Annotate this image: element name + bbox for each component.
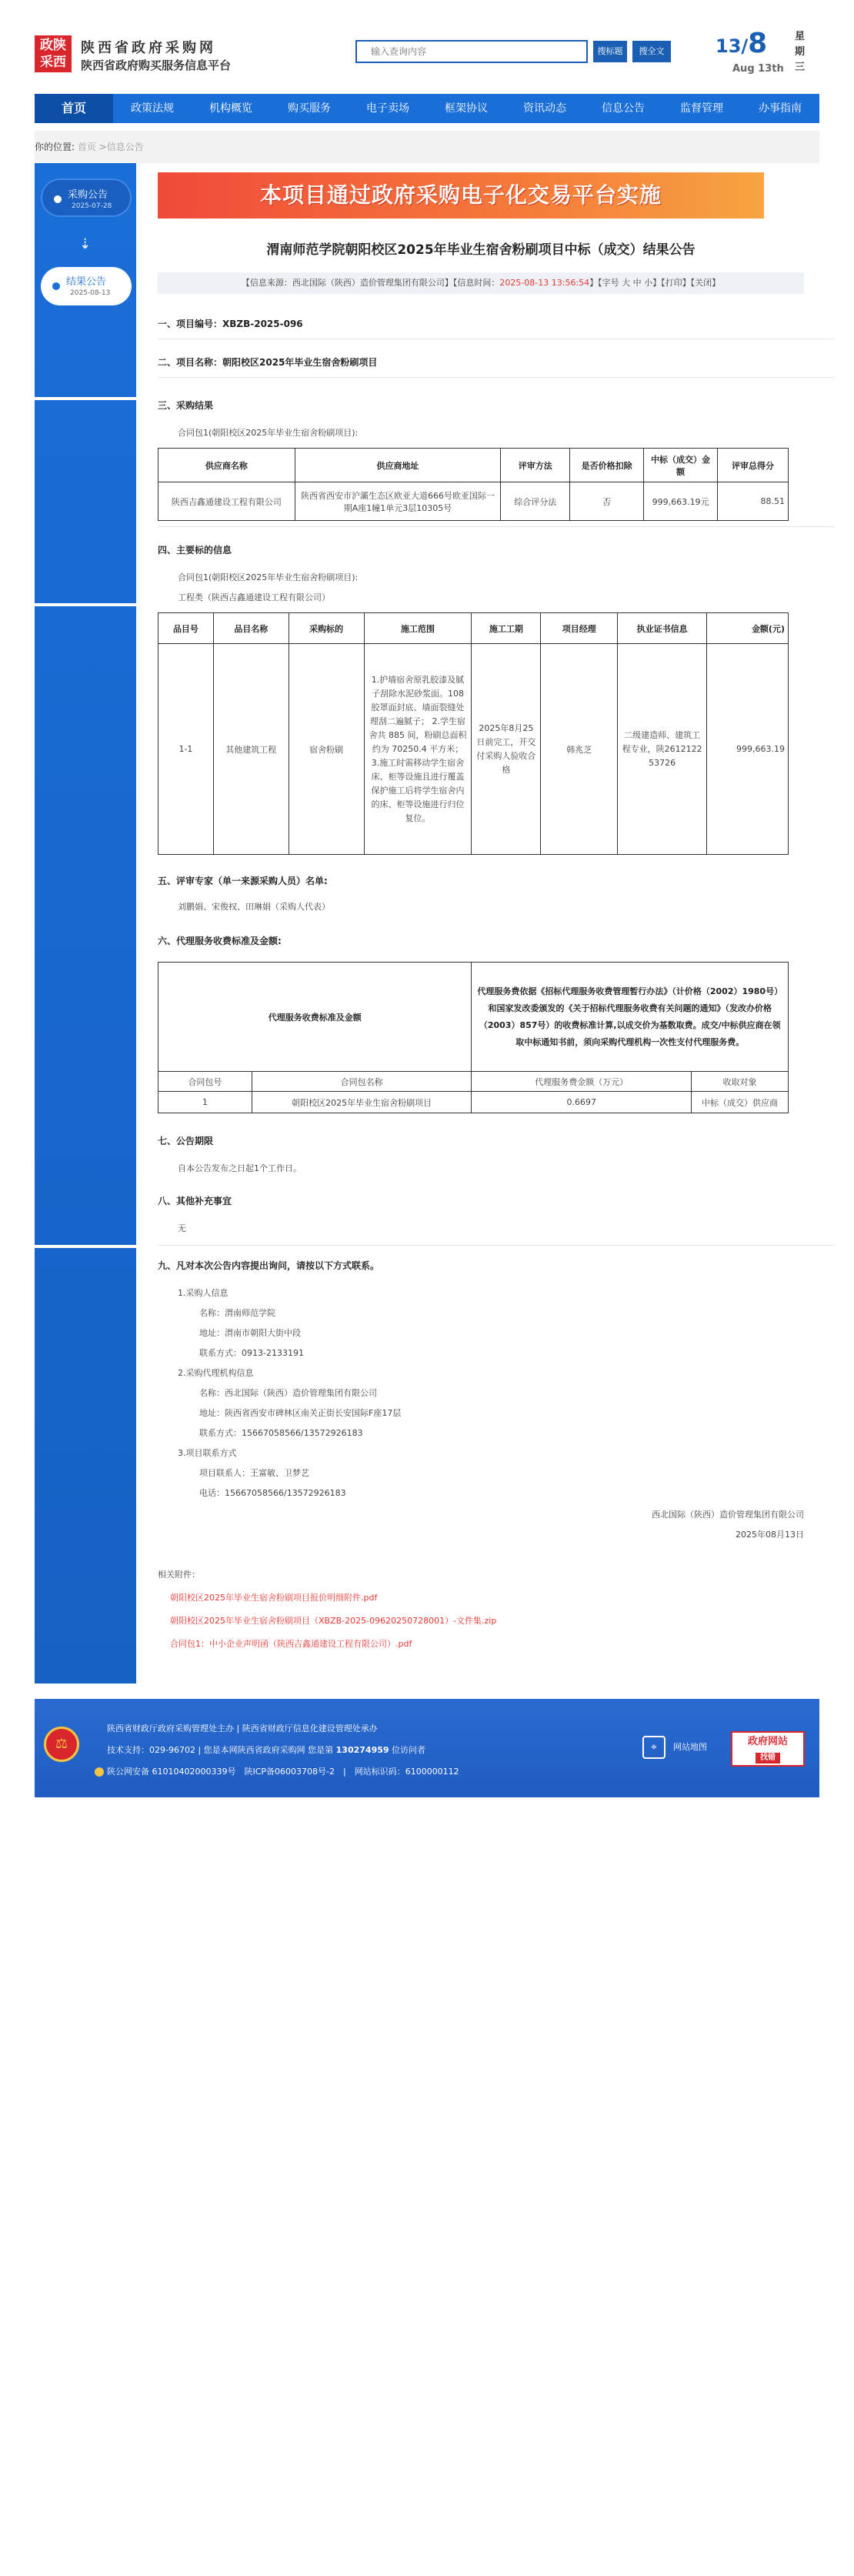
divider [158,377,835,378]
gov-site-sub: 找错 [756,1753,780,1763]
table-header: 中标（成交）金额 [644,449,718,482]
attachment-link[interactable]: 朝阳校区2025年毕业生宿舍粉刷项目报价明细附件.pdf [170,1593,378,1603]
experts-names: 刘鹏娟、宋俊权、田琳娟（采购人代表） [178,902,330,912]
sitemap-label: 网站地图 [673,1742,707,1752]
site-header [0,0,854,94]
fee-table [158,962,789,1113]
page-title: 渭南师范学院朝阳校区2025年毕业生宿舍粉刷项目中标（成交）结果公告 [266,242,696,258]
sitemap-link[interactable] [642,1736,707,1759]
dot-icon [54,195,62,203]
date-english: Aug 13th [732,63,784,75]
search-input[interactable] [357,42,586,62]
divider [35,603,136,606]
table-header: 品目号 [158,613,214,644]
table-cell: 88.51 [718,482,789,521]
table-header: 供应商地址 [295,449,501,482]
table-cell: 999,663.19元 [644,482,718,521]
emblem-icon: ⚖ [44,1727,79,1762]
section-project-name: 二、项目名称：朝阳校区2025年毕业生宿舍粉刷项目 [158,357,378,368]
visitor-count: 130274959 [335,1745,389,1755]
sidebar-item-label: 采购公告 [68,189,108,201]
sidebar-item-date: 2025-07-28 [72,202,112,210]
footer-registration-text[interactable]: 陕公网安备 61010402000339号 陕ICP备06003708号-2 | 网站标识码：6100000112 [107,1767,459,1777]
project-contact-phone: 电话：15667058566/13572926183 [199,1488,346,1498]
table-header: 品目名称 [213,613,289,644]
gov-site-error-report[interactable] [731,1731,805,1767]
site-subtitle: 陕西省政府购买服务信息平台 [81,58,232,72]
date-day [716,28,767,59]
items-type-label: 工程类（陕西吉鑫通建设工程有限公司） [178,592,330,602]
divider [158,1245,835,1246]
table-cell: 1 [158,1092,252,1113]
table-cell: 综合评分法 [501,482,570,521]
table-row [158,482,789,521]
table-row [158,644,789,855]
nav-item-supervision[interactable]: 监督管理 [680,102,723,115]
footer-support [107,1743,425,1756]
table-cell: 1-1 [158,644,214,855]
attachment-link[interactable]: 合同包1：中小企业声明函（陕西吉鑫通建设工程有限公司）.pdf [170,1639,412,1649]
section-project-no: 一、项目编号：XBZB-2025-096 [158,319,303,329]
platform-banner: 本项目通过政府采购电子化交易平台实施 [158,172,764,219]
search-fulltext-button[interactable]: 搜全文 [632,41,671,62]
section-main-items: 四、主要标的信息 [158,545,232,556]
table-header: 合同包号 [158,1072,252,1092]
table-header: 采购标的 [289,613,364,644]
site-footer [35,1699,819,1797]
table-header-row [158,449,789,482]
nav-item-services[interactable]: 购买服务 [288,102,331,115]
table-cell: 陕西省西安市沪灞生态区欧亚大道666号欧亚国际一期A座1幢1单元3层10305号 [295,482,501,521]
breadcrumb-path[interactable]: 首页 >信息公告 [77,142,144,152]
section-other: 八、其他补充事宜 [158,1196,232,1206]
table-header: 项目经理 [541,613,618,644]
table-cell: 朝阳校区2025年毕业生宿舍粉刷项目 [252,1092,472,1113]
table-cell: 中标（成交）供应商 [692,1092,789,1113]
footer-registration [95,1765,459,1777]
agency-phone: 联系方式：15667058566/13572926183 [199,1428,363,1438]
result-table [158,448,789,521]
date-month-big: 8 [748,28,768,59]
fee-label: 代理服务收费标准及金额 [158,963,472,1072]
section-result: 三、采购结果 [158,400,214,411]
main-nav [35,94,819,123]
date-widget [716,23,823,77]
section-experts: 五、评审专家（单一来源采购人员）名单: [158,876,328,886]
fee-description: 代理服务费依据《招标代理服务收费管理暂行办法》（计价格（2002）1980号）和国家发改委颁发的《关于招标代理服务收费有关问题的通知》（发改办价格（2003）857号）的收费标准计算,以成交价为基数取费。成交/中标供应商在领取中标通知书前，须向采购代理机构一次性支付代理服务费。 [472,963,789,1072]
nav-item-announcements[interactable]: 信息公告 [602,102,645,115]
table-cell: 2025年8月25日前完工，开交付采购人验收合格 [472,644,541,855]
breadcrumb-label: 你的位置: [35,142,75,152]
agency-name: 名称：西北国际（陕西）造价管理集团有限公司 [199,1388,377,1398]
sidebar-item-date: 2025-08-13 [70,289,111,297]
breadcrumb [35,131,819,163]
dot-icon [52,282,60,290]
divider [35,1245,136,1248]
divider [158,526,835,527]
nav-item-agencies[interactable]: 机构概览 [209,102,252,115]
result-contract-label: 合同包1(朝阳校区2025年毕业生宿舍粉刷项目): [178,428,359,438]
table-header: 代理服务费金额（万元） [472,1072,692,1092]
table-cell: 否 [570,482,644,521]
table-header-row [158,613,789,644]
arrow-down-icon: ⇣ [79,236,92,252]
table-header: 是否价格扣除 [570,449,644,482]
purchaser-phone: 联系方式：0913-2133191 [199,1348,304,1358]
logo-mark-line2: 采西 [40,55,66,70]
nav-item-home[interactable]: 首页 [35,94,113,123]
footer-support-prefix: 技术支持：029-96702 | 您是本网陕西省政府采购网 您是第 [107,1745,334,1755]
divider [35,397,136,400]
attachment-link[interactable]: 朝阳校区2025年毕业生宿舍粉刷项目（XBZB-2025-09620250728001）-文件集.zip [170,1616,497,1626]
table-row [158,1092,789,1113]
table-cell: 宿舍粉刷 [289,644,364,855]
purchaser-name: 名称：渭南师范学院 [199,1308,275,1318]
project-contact-title: 3.项目联系方式 [178,1448,237,1458]
purchaser-title: 1.采购人信息 [178,1288,229,1298]
gov-site-title: 政府网站 [747,1736,788,1747]
table-cell: 0.6697 [472,1092,692,1113]
sidebar [35,163,136,1683]
signature-org: 西北国际（陕西）造价管理集团有限公司 [652,1510,804,1520]
table-cell: 二级建造师、建筑工程专业，陕2612122 53726 [618,644,707,855]
table-header: 供应商名称 [158,449,295,482]
police-badge-icon [95,1767,104,1777]
table-cell: 韩兆芝 [541,644,618,855]
table-header: 评审方法 [501,449,570,482]
attachments-label: 相关附件： [158,1570,200,1580]
meta-time: 2025-08-13 13:56:54 [499,278,590,288]
table-header: 执业证书信息 [618,613,707,644]
table-header: 施工范围 [364,613,472,644]
date-day-small: 13/ [716,35,749,57]
table-row [158,963,789,1072]
search-box [355,40,588,63]
table-cell: 1.护墙宿舍原乳胶漆及腻子刮除水泥砂浆面。108 胶罩面封底、墙面裂缝处理刮二遍腻子； 2.学生宿舍共 885 间，粉刷总面积约为 70250.4 平方米； 3.施工时需移动学生宿舍床、柜等设施且进行覆盖保护施工后将学生宿舍内的床、柜等设施进行归位复位。 [364,644,472,855]
site-title[interactable]: 陕西省政府采购网 [81,40,216,56]
nav-item-policy[interactable]: 政策法规 [131,102,174,115]
table-header: 施工工期 [472,613,541,644]
table-cell: 陕西吉鑫通建设工程有限公司 [158,482,295,521]
table-header-row [158,1072,789,1092]
article-meta [158,272,804,294]
project-contact-names: 项目联系人：王富敏、卫梦艺 [199,1468,309,1478]
notice-period-text: 自本公告发布之日起1个工作日。 [178,1163,302,1173]
agency-title: 2.采购代理机构信息 [178,1368,254,1378]
table-header: 评审总得分 [718,449,789,482]
date-weekday: 星期三 [795,31,806,73]
table-cell: 999,663.19 [707,644,789,855]
sidebar-item-procurement-notice[interactable] [41,179,132,217]
nav-item-framework[interactable]: 框架协议 [445,102,488,115]
table-header: 金额(元) [707,613,789,644]
table-header: 合同包名称 [252,1072,472,1092]
table-cell: 其他建筑工程 [213,644,289,855]
footer-support-suffix: 位访问者 [392,1745,426,1755]
nav-item-emall[interactable]: 电子卖场 [366,102,409,115]
logo-mark-line1: 政陕 [40,38,66,53]
item-table [158,612,789,855]
other-text: 无 [178,1223,186,1233]
footer-sponsor: 陕西省财政厅政府采购管理处主办 | 陕西省财政厅信息化建设管理处承办 [107,1723,378,1733]
section-notice-period: 七、公告期限 [158,1136,214,1146]
section-agency-fee: 六、代理服务收费标准及金额: [158,936,282,946]
meta-tools[interactable]: 】【字号 大 中 小】【打印】【关闭】 [589,278,721,288]
site-logo-mark[interactable] [35,35,72,72]
map-icon: ⌖ [642,1736,666,1759]
items-contract-label: 合同包1(朝阳校区2025年毕业生宿舍粉刷项目): [178,572,359,582]
signature-date: 2025年08月13日 [736,1530,804,1540]
nav-item-news[interactable]: 资讯动态 [523,102,566,115]
table-header: 收取对象 [692,1072,789,1092]
sidebar-item-label: 结果公告 [66,276,107,288]
sidebar-item-result-notice[interactable] [41,267,132,305]
search-title-button[interactable]: 搜标题 [593,41,627,62]
nav-item-guide[interactable]: 办事指南 [759,102,802,115]
section-contact: 九、凡对本次公告内容提出询问，请按以下方式联系。 [158,1260,380,1271]
meta-source: 【信息来源：西北国际（陕西）造价管理集团有限公司】【信息时间： [241,278,500,288]
agency-address: 地址：陕西省西安市碑林区南关正街长安国际F座17层 [199,1408,402,1418]
purchaser-address: 地址：渭南市朝阳大街中段 [199,1328,301,1338]
